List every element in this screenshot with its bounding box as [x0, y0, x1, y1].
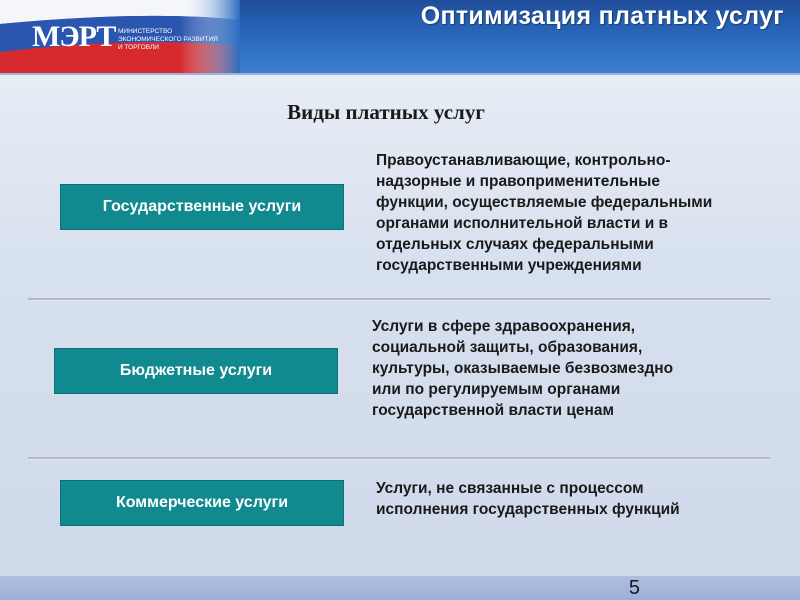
- category-description-budget-services: [372, 316, 673, 421]
- category-box-state-services: [60, 184, 344, 230]
- page-number: 5: [628, 577, 640, 599]
- category-label: Коммерческие услуги: [115, 494, 289, 511]
- description-line: Услуги в сфере здравоохранения,: [372, 318, 636, 335]
- ministry-logo: МЭРТ: [32, 20, 116, 53]
- description-line: Услуги, не связанные с процессом: [376, 480, 644, 497]
- description-line: государственной власти ценам: [372, 402, 614, 419]
- category-description-state-services: [376, 150, 712, 276]
- ministry-name: [118, 28, 238, 52]
- category-label: Бюджетные услуги: [119, 362, 273, 379]
- slide-title: Оптимизация платных услуг: [420, 2, 784, 30]
- slide-header: [0, 0, 800, 73]
- slide-footer: [0, 576, 800, 600]
- header-divider: [0, 73, 800, 75]
- description-line: органами исполнительной власти и в: [376, 215, 669, 232]
- subtitle-text: Виды платных услуг: [287, 100, 485, 124]
- category-box-budget-services: [54, 348, 338, 394]
- description-line: отдельных случаях федеральными: [376, 236, 654, 253]
- section-divider: [28, 457, 770, 460]
- ministry-line: ЭКОНОМИЧЕСКОГО РАЗВИТИЯ: [118, 36, 218, 43]
- category-box-commercial-services: [60, 480, 344, 526]
- description-line: социальной защиты, образования,: [372, 339, 643, 356]
- description-line: надзорные и правоприменительные: [376, 173, 661, 190]
- description-line: культуры, оказываемые безвозмездно: [372, 360, 674, 377]
- category-description-commercial-services: [376, 478, 680, 520]
- ministry-line: МИНИСТЕРСТВО: [118, 28, 173, 35]
- section-divider: [28, 298, 770, 301]
- ministry-line: И ТОРГОВЛИ: [118, 44, 159, 51]
- description-line: или по регулируемым органами: [372, 381, 621, 398]
- slide-subtitle: [0, 100, 800, 125]
- description-line: функции, осуществляемые федеральными: [376, 194, 713, 211]
- description-line: Правоустанавливающие, контрольно-: [376, 152, 671, 169]
- description-line: исполнения государственных функций: [376, 501, 680, 518]
- description-line: государственными учреждениями: [376, 257, 642, 274]
- category-label: Государственные услуги: [102, 198, 302, 215]
